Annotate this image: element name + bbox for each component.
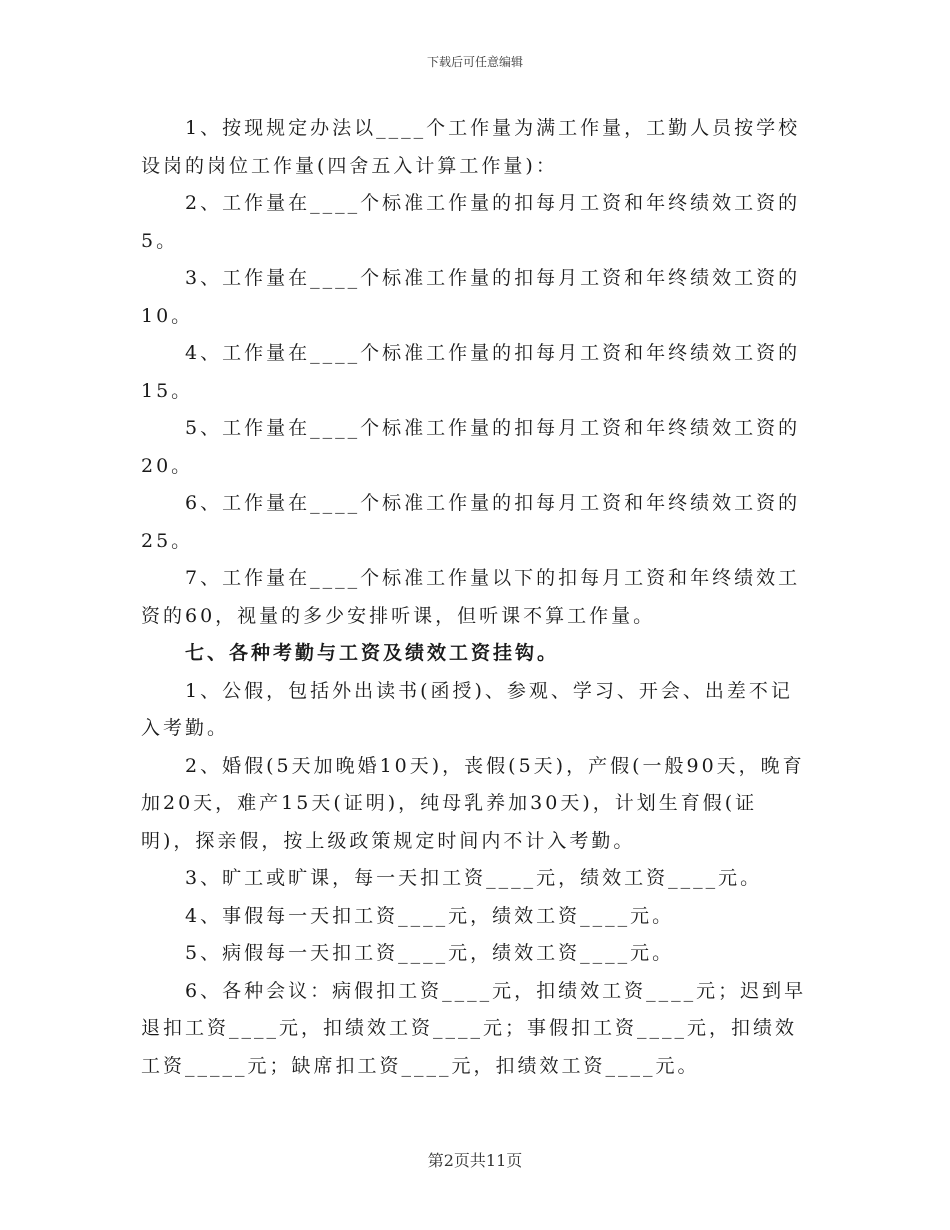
paragraph-7: 7、工作量在____个标准工作量以下的扣每月工资和年终绩效工资的60，视量的多少安排听课，但听课不算工作量。 xyxy=(141,567,801,627)
paragraph-4: 4、工作量在____个标准工作量的扣每月工资和年终绩效工资的15。 xyxy=(141,342,801,402)
paragraph-12: 5、病假每一天扣工资____元，绩效工资____元。 xyxy=(185,942,675,964)
page-footer: 第2页共11页 xyxy=(427,1151,523,1170)
paragraph-9: 2、婚假(5天加晚婚10天)，丧假(5天)，产假(一般90天，晚育加20天，难产15天(证明)，纯母乳养加30天)，计划生育假(证明)，探亲假，按上级政策规定时间内不计入考勤。 xyxy=(141,754,805,852)
paragraph-8: 1、公假，包括外出读书(函授)、参观、学习、开会、出差不记入考勤。 xyxy=(141,679,793,739)
paragraph-6: 6、工作量在____个标准工作量的扣每月工资和年终绩效工资的25。 xyxy=(141,492,801,552)
paragraph-2: 2、工作量在____个标准工作量的扣每月工资和年终绩效工资的5。 xyxy=(141,192,801,252)
paragraph-1: 1、按现规定办法以____个工作量为满工作量，工勤人员按学校设岗的岗位工作量(四舍五入计算工作量)： xyxy=(141,117,801,177)
paragraph-13: 6、各种会议：病假扣工资____元，扣绩效工资____元；迟到早退扣工资____元，扣绩效工资____元；事假扣工资____元，扣绩效工资_____元；缺席扣工资____元，扣绩效工资____元。 xyxy=(141,979,807,1077)
paragraph-5: 5、工作量在____个标准工作量的扣每月工资和年终绩效工资的20。 xyxy=(141,417,801,477)
paragraph-11: 4、事假每一天扣工资____元，绩效工资____元。 xyxy=(185,904,675,927)
document-body xyxy=(141,110,809,1085)
paragraph-10: 3、旷工或旷课，每一天扣工资____元，绩效工资____元。 xyxy=(185,867,763,889)
paragraph-3: 3、工作量在____个标准工作量的扣每月工资和年终绩效工资的10。 xyxy=(141,267,801,327)
section-heading: 七、各种考勤与工资及绩效工资挂钩。 xyxy=(185,642,560,664)
page-header: 下载后可任意编辑 xyxy=(426,55,523,69)
